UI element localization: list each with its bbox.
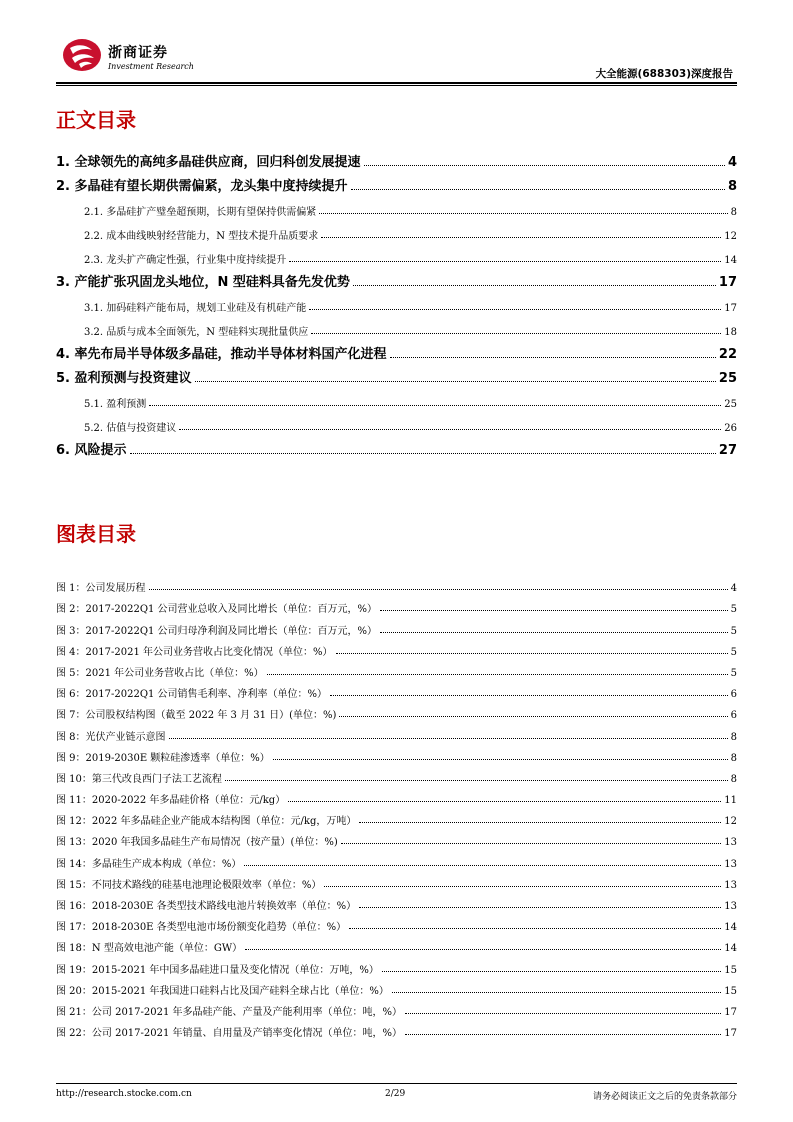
entry-page-number: 15 [724, 964, 737, 976]
entry-label: 图 6：2017-2022Q1 公司销售毛利率、净利率（单位：%） [56, 689, 328, 701]
dot-leader [380, 610, 728, 611]
figure-entry[interactable] [56, 954, 737, 975]
entry-label: 图 5：2021 年公司业务营收占比（单位：%） [56, 667, 264, 679]
figure-entry[interactable] [56, 933, 737, 954]
dot-leader [244, 865, 721, 866]
toc-chapter-entry[interactable] [56, 434, 737, 458]
entry-label: 图 21：公司 2017-2021 年多晶硅产能、产量及产能利用率（单位：吨，%） [56, 1006, 403, 1018]
entry-page-number: 13 [724, 837, 737, 849]
entry-label: 2. 多晶硅有望长期供需偏紧，龙头集中度持续提升 [56, 179, 348, 194]
dot-leader [405, 1034, 721, 1035]
toc-section-entry[interactable] [56, 194, 737, 218]
entry-label: 6. 风险提示 [56, 443, 127, 458]
entry-page-number: 11 [724, 795, 737, 807]
dot-leader [319, 213, 727, 214]
entry-label: 图 14：多晶硅生产成本构成（单位：%） [56, 858, 242, 870]
toc-section-entry[interactable] [56, 290, 737, 314]
dot-leader [359, 822, 721, 823]
figure-entry[interactable] [56, 827, 737, 848]
dot-leader [351, 189, 725, 190]
figure-list-heading: 图表目录 [56, 522, 136, 546]
entry-page-number: 17 [718, 275, 737, 290]
entry-page-number: 25 [718, 371, 737, 386]
dot-leader [364, 165, 725, 166]
dot-leader [380, 632, 728, 633]
dot-leader [169, 738, 728, 739]
entry-page-number: 14 [724, 943, 737, 955]
entry-label: 3. 产能扩张巩固龙头地位，N 型硅料具备先发优势 [56, 275, 350, 290]
entry-label: 图 13：2020 年我国多晶硅生产布局情况（按产量）(单位：%) [56, 837, 338, 849]
toc-chapter-entry[interactable] [56, 338, 737, 362]
entry-page-number: 17 [724, 1006, 737, 1018]
entry-label: 图 2：2017-2022Q1 公司营业总收入及同比增长（单位：百万元，%） [56, 604, 378, 616]
figure-entry[interactable] [56, 870, 737, 891]
entry-page-number: 5 [730, 667, 737, 679]
entry-page-number: 8 [730, 731, 737, 743]
logo-text-cn: 浙商证券 [108, 45, 168, 61]
entry-page-number: 8 [727, 179, 737, 194]
entry-page-number: 12 [724, 231, 737, 242]
entry-label: 图 8：光伏产业链示意图 [56, 731, 166, 743]
dot-leader [353, 285, 716, 286]
dot-leader [405, 1013, 721, 1014]
company-logo-icon [62, 38, 102, 72]
entry-label: 图 18：N 型高效电池产能（单位：GW） [56, 943, 243, 955]
dot-leader [273, 759, 728, 760]
entry-label: 图 12：2022 年多晶硅企业产能成本结构图（单位：元/kg，万吨） [56, 816, 357, 828]
entry-page-number: 5 [730, 646, 737, 658]
figure-entry[interactable] [56, 700, 737, 721]
dot-leader [349, 928, 721, 929]
toc-chapter-entry[interactable] [56, 146, 737, 170]
entry-label: 2.1. 多晶硅扩产璧垒超预期，长期有望保持供需偏紧 [84, 207, 317, 218]
dot-leader [149, 405, 721, 406]
entry-label: 图 19：2015-2021 年中国多晶硅进口量及变化情况（单位：万吨，%） [56, 964, 379, 976]
figure-entry[interactable] [56, 848, 737, 869]
toc-section-entry[interactable] [56, 314, 737, 338]
toc-heading: 正文目录 [56, 108, 136, 132]
figure-entry[interactable] [56, 785, 737, 806]
figure-entry[interactable] [56, 806, 737, 827]
entry-label: 图 11：2020-2022 年多晶硅价格（单位：元/kg） [56, 795, 286, 807]
entry-label: 图 22：公司 2017-2021 年销量、自用量及产销率变化情况（单位：吨，%） [56, 1028, 403, 1040]
entry-page-number: 4 [730, 583, 737, 595]
entry-label: 图 10：第三代改良西门子法工艺流程 [56, 773, 222, 785]
entry-label: 5.2. 估值与投资建议 [84, 423, 177, 434]
entry-page-number: 25 [724, 399, 737, 410]
figure-entry[interactable] [56, 679, 737, 700]
entry-page-number: 18 [724, 327, 737, 338]
dot-leader [245, 949, 721, 950]
entry-label: 5.1. 盈利预测 [84, 399, 147, 410]
header-divider [56, 82, 737, 84]
dot-leader [321, 237, 721, 238]
entry-label: 图 15：不同技术路线的硅基电池理论极限效率（单位：%） [56, 879, 322, 891]
dot-leader [339, 716, 727, 717]
dot-leader [309, 309, 721, 310]
entry-page-number: 4 [727, 155, 737, 170]
entry-page-number: 14 [724, 922, 737, 934]
entry-label: 2.3. 龙头扩产确定性强，行业集中度持续提升 [84, 255, 287, 266]
dot-leader [130, 453, 716, 454]
logo-text-en: Investment Research [108, 62, 194, 71]
figure-list [56, 573, 737, 1039]
dot-leader [330, 695, 728, 696]
dot-leader [382, 971, 721, 972]
entry-page-number: 17 [724, 303, 737, 314]
entry-label: 3.1. 加码硅料产能布局，规划工业硅及有机硅产能 [84, 303, 307, 314]
dot-leader [336, 653, 728, 654]
entry-page-number: 8 [730, 207, 737, 218]
entry-page-number: 26 [724, 423, 737, 434]
entry-label: 图 4：2017-2021 年公司业务营收占比变化情况（单位：%） [56, 646, 333, 658]
entry-label: 1. 全球领先的高纯多晶硅供应商，回归科创发展提速 [56, 155, 361, 170]
page-number: 2/29 [385, 1089, 406, 1099]
disclaimer-note: 请务必阅读正文之后的免责条款部分 [592, 1092, 737, 1102]
entry-page-number: 27 [718, 443, 737, 458]
entry-page-number: 5 [730, 625, 737, 637]
dot-leader [179, 429, 721, 430]
figure-entry[interactable] [56, 594, 737, 615]
entry-page-number: 22 [718, 347, 737, 362]
dot-leader [289, 261, 721, 262]
footer-url[interactable]: http://research.stocke.com.cn [56, 1089, 192, 1099]
entry-page-number: 15 [724, 985, 737, 997]
entry-label: 3.2. 品质与成本全面领先，N 型硅料实现批量供应 [84, 327, 309, 338]
dot-leader [341, 843, 721, 844]
dot-leader [267, 674, 728, 675]
figure-entry[interactable] [56, 573, 737, 594]
dot-leader [195, 381, 716, 382]
entry-page-number: 8 [730, 773, 737, 785]
entry-page-number: 13 [724, 879, 737, 891]
entry-label: 图 17：2018-2030E 各类型电池市场份额变化趋势（单位：%） [56, 922, 347, 934]
entry-page-number: 6 [730, 710, 737, 722]
dot-leader [390, 357, 716, 358]
entry-page-number: 14 [724, 255, 737, 266]
figure-entry[interactable] [56, 658, 737, 679]
figure-entry[interactable] [56, 912, 737, 933]
entry-page-number: 5 [730, 604, 737, 616]
report-title: 大全能源(688303)深度报告 [595, 68, 733, 80]
entry-label: 2.2. 成本曲线映射经营能力，N 型技术提升品质要求 [84, 231, 319, 242]
entry-label: 图 16：2018-2030E 各类型技术路线电池片转换效率（单位：%） [56, 901, 357, 912]
entry-page-number: 8 [730, 752, 737, 764]
dot-leader [288, 801, 721, 802]
dot-leader [149, 589, 728, 590]
entry-page-number: 13 [724, 901, 737, 912]
entry-page-number: 17 [724, 1028, 737, 1040]
header-divider-thin [56, 85, 737, 86]
entry-label: 5. 盈利预测与投资建议 [56, 371, 192, 386]
entry-label: 图 20：2015-2021 年我国进口硅料占比及国产硅料全球占比（单位：%） [56, 985, 389, 997]
toc-section-entry[interactable] [56, 410, 737, 434]
toc-section-entry[interactable] [56, 218, 737, 242]
footer-divider [56, 1083, 737, 1084]
entry-page-number: 13 [724, 858, 737, 870]
toc-chapter-entry[interactable] [56, 362, 737, 386]
dot-leader [392, 992, 721, 993]
toc-section-entry[interactable] [56, 386, 737, 410]
figure-entry[interactable] [56, 997, 737, 1018]
toc-chapter-entry[interactable] [56, 266, 737, 290]
toc-section-entry[interactable] [56, 242, 737, 266]
figure-entry[interactable] [56, 764, 737, 785]
entry-page-number: 6 [730, 689, 737, 701]
entry-label: 4. 率先布局半导体级多晶硅，推动半导体材料国产化进程 [56, 347, 387, 362]
entry-label: 图 3：2017-2022Q1 公司归母净利润及同比增长（单位：百万元，%） [56, 625, 378, 637]
dot-leader [324, 886, 721, 887]
dot-leader [225, 780, 728, 781]
figure-entry[interactable] [56, 976, 737, 997]
dot-leader [359, 907, 721, 908]
entry-label: 图 1：公司发展历程 [56, 583, 146, 595]
toc-chapter-entry[interactable] [56, 170, 737, 194]
figure-entry[interactable] [56, 1018, 737, 1039]
figure-entry[interactable] [56, 743, 737, 764]
entry-label: 图 9：2019-2030E 颗粒硅渗透率（单位：%） [56, 752, 270, 764]
figure-entry[interactable] [56, 891, 737, 912]
entry-page-number: 12 [724, 816, 737, 828]
entry-label: 图 7：公司股权结构图（截至 2022 年 3 月 31 日）(单位：%) [56, 710, 337, 722]
toc-list [56, 146, 737, 458]
figure-entry[interactable] [56, 615, 737, 636]
figure-entry[interactable] [56, 637, 737, 658]
dot-leader [311, 333, 721, 334]
figure-entry[interactable] [56, 721, 737, 742]
